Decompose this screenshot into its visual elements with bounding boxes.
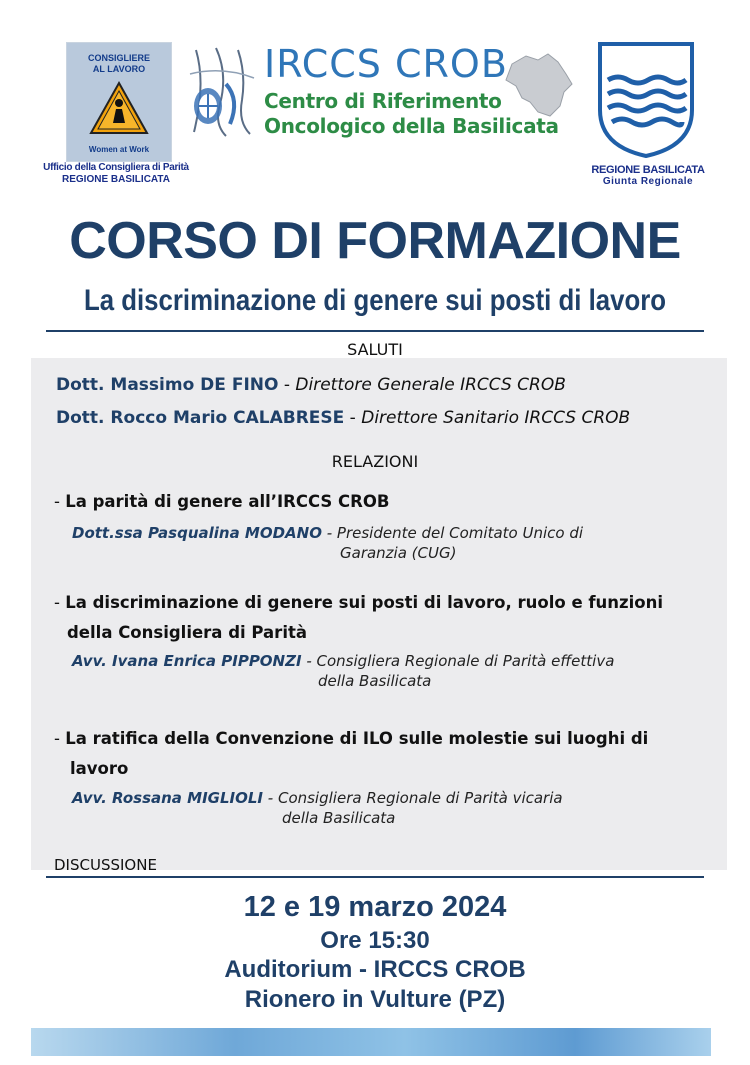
consigliere-badge xyxy=(66,42,172,162)
talk-title: - La ratifica della Convenzione di ILO sulle molestie sui luoghi di lavoro xyxy=(54,729,649,778)
consigliere-title: CONSIGLIERE AL LAVORO xyxy=(87,53,150,74)
warning-sign-icon xyxy=(87,79,151,139)
talk-speaker: Avv. Ivana Enrica PIPPONZI - Consigliera Regionale di Parità effettiva della Basilicata xyxy=(72,652,615,690)
footer-band xyxy=(31,1028,711,1056)
event-dates: 12 e 19 marzo 2024 xyxy=(243,891,507,923)
speaker-name: Avv. Rossana MIGLIOLI xyxy=(72,789,264,807)
talks-heading: RELAZIONI xyxy=(331,452,419,471)
crob-line-1: Centro di Riferimento xyxy=(264,89,502,113)
consigliere-tagline: Women at Work xyxy=(88,145,150,154)
greeting-item: Dott. Rocco Mario CALABRESE - Direttore Sanitario IRCCS CROB xyxy=(56,408,631,428)
consigliera-region: REGIONE BASILICATA xyxy=(62,174,170,185)
crob-title: IRCCS CROB xyxy=(264,42,508,86)
greeting-role: Direttore Sanitario IRCCS CROB xyxy=(361,408,631,428)
greeting-name: Dott. Massimo DE FINO xyxy=(56,375,279,395)
talk-speaker: Dott.ssa Pasqualina MODANO - Presidente del Comitato Unico di Garanzia (CUG) xyxy=(72,524,584,562)
talk-title: - La discriminazione di genere sui posti di lavoro, ruolo e funzioni della Consigliera di Parità xyxy=(54,593,664,642)
greeting-item: Dott. Massimo DE FINO - Direttore Generale IRCCS CROB xyxy=(56,375,566,395)
title-divider xyxy=(46,330,704,332)
talk-title: - La parità di genere all’IRCCS CROB xyxy=(54,492,390,511)
program-divider xyxy=(46,876,704,878)
discussion-label: DISCUSSIONE xyxy=(54,856,157,874)
greeting-name: Dott. Rocco Mario CALABRESE xyxy=(56,408,345,428)
talk-speaker: Avv. Rossana MIGLIOLI - Consigliera Regionale di Parità vicaria della Basilicata xyxy=(72,789,563,827)
basilicata-map-icon xyxy=(502,50,574,120)
speaker-name: Dott.ssa Pasqualina MODANO xyxy=(72,524,322,542)
greetings-heading: SALUTI xyxy=(347,340,403,359)
event-venue: Auditorium - IRCCS CROB xyxy=(224,956,526,983)
consigliera-office: Ufficio della Consigliera di Parità xyxy=(43,162,189,173)
regione-subtitle: Giunta Regionale xyxy=(602,176,694,187)
irccs-crob-logo xyxy=(186,42,576,142)
regione-basilicata-logo xyxy=(586,40,710,192)
crob-line-2: Oncologico della Basilicata xyxy=(264,114,559,138)
course-title: CORSO DI FORMAZIONE xyxy=(69,212,681,270)
event-time: Ore 15:30 xyxy=(320,927,430,954)
consigliera-logo xyxy=(36,42,196,192)
event-city: Rionero in Vulture (PZ) xyxy=(244,986,506,1013)
regione-shield-icon xyxy=(596,40,696,160)
speaker-name: Avv. Ivana Enrica PIPPONZI xyxy=(72,652,302,670)
regione-name: REGIONE BASILICATA xyxy=(591,164,705,176)
greeting-role: Direttore Generale IRCCS CROB xyxy=(295,375,566,395)
course-subtitle: La discriminazione di genere sui posti di lavoro xyxy=(83,284,667,317)
crob-emblem-icon xyxy=(186,44,258,138)
